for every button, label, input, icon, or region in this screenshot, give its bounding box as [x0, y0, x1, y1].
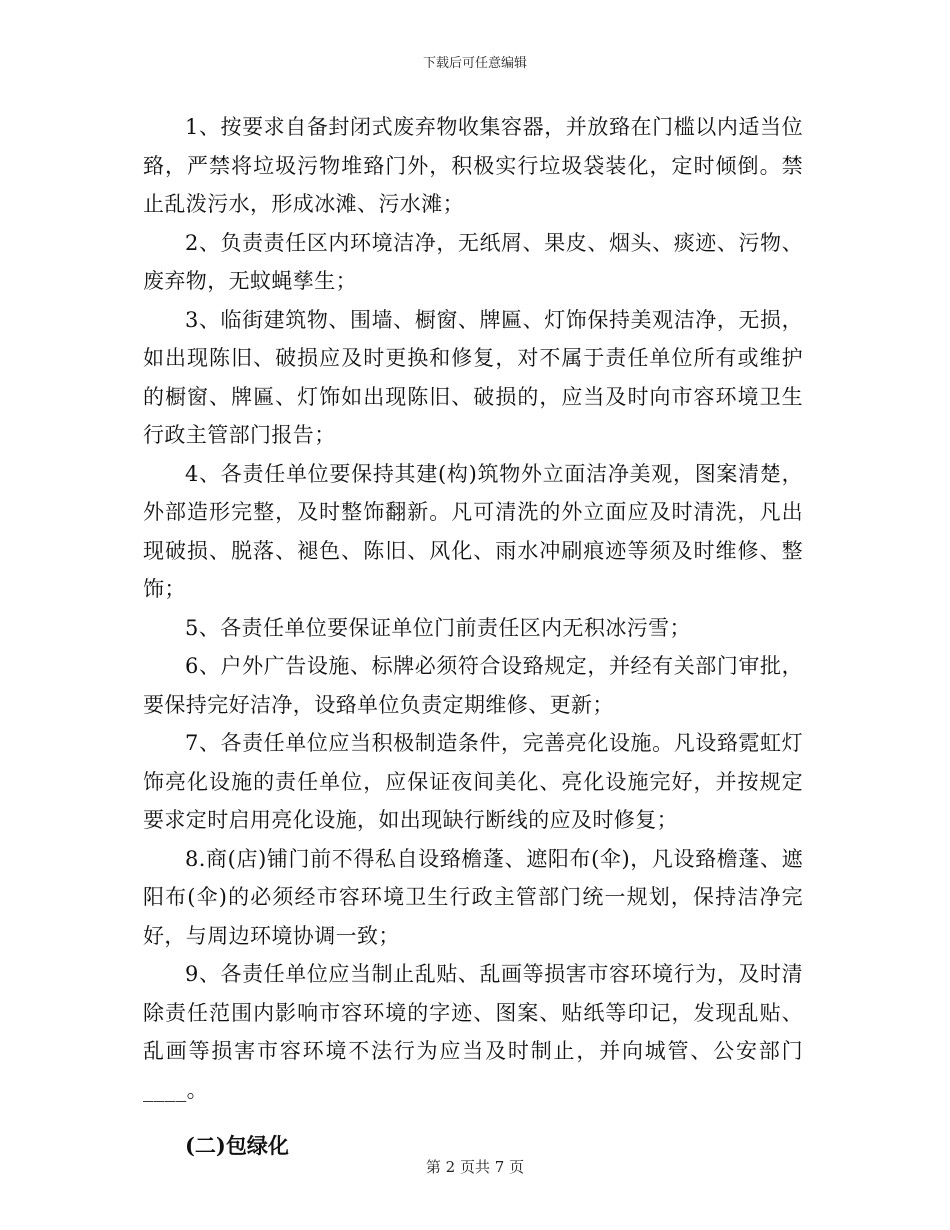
- document-body: [143, 108, 803, 1166]
- page-number: 第 2 页共 7 页: [425, 1158, 525, 1176]
- paragraph-item-8: 8.商(店)铺门前不得私自设臵檐蓬、遮阳布(伞)，凡设臵檐蓬、遮阳布(伞)的必须经市容环境卫生行政主管部门统一规划，保持洁净完好，与周边环境协调一致；: [143, 846, 803, 948]
- paragraph-item-6: 6、户外广告设施、标牌必须符合设臵规定，并经有关部门审批，要保持完好洁净，设臵单位负责定期维修、更新；: [143, 654, 803, 717]
- paragraph-item-4: 4、各责任单位要保持其建(构)筑物外立面洁净美观，图案清楚，外部造形完整，及时整饰翻新。凡可清洗的外立面应及时清洗，凡出现破损、脱落、褪色、陈旧、风化、雨水冲刷痕迹等须及时维修、整饰；: [143, 461, 803, 601]
- paragraph-item-5: 5、各责任单位要保证单位门前责任区内无积冰污雪；: [185, 615, 691, 640]
- paragraph-item-9: 9、各责任单位应当制止乱贴、乱画等损害市容环境行为，及时清除责任范围内影响市容环境的字迹、图案、贴纸等印记，发现乱贴、乱画等损害市容环境不法行为应当及时制止，并向城管、公安部门____。: [143, 962, 803, 1102]
- page-header: 下载后可任意编辑: [422, 56, 527, 71]
- section-heading: (二)包绿化: [185, 1133, 289, 1158]
- paragraph-item-7: 7、各责任单位应当积极制造条件，完善亮化设施。凡设臵霓虹灯饰亮化设施的责任单位，应保证夜间美化、亮化设施完好，并按规定要求定时启用亮化设施，如出现缺行断线的应及时修复；: [143, 731, 803, 832]
- paragraph-item-2: 2、负责责任区内环境洁净，无纸屑、果皮、烟头、痰迹、污物、废弃物，无蚊蝇孳生；: [143, 230, 803, 293]
- paragraph-item-1: 1、按要求自备封闭式废弃物收集容器，并放臵在门槛以内适当位臵，严禁将垃圾污物堆臵门外，积极实行垃圾袋装化，定时倾倒。禁止乱泼污水，形成冰滩、污水滩；: [143, 115, 803, 216]
- paragraph-item-3: 3、临街建筑物、围墙、橱窗、牌匾、灯饰保持美观洁净，无损，如出现陈旧、破损应及时更换和修复，对不属于责任单位所有或维护的橱窗、牌匾、灯饰如出现陈旧、破损的，应当及时向市容环境卫生行政主管部门报告；: [143, 307, 803, 447]
